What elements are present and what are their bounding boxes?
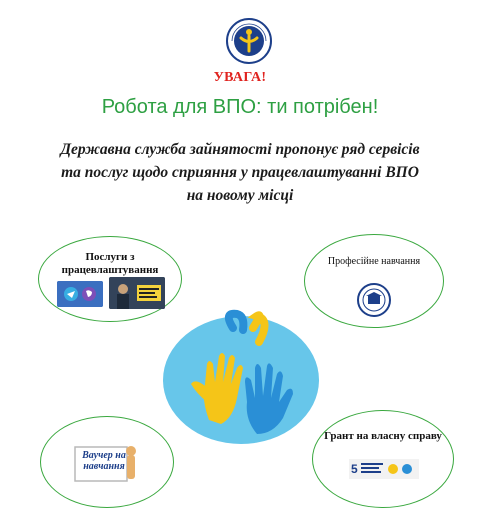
- professional-training-title: Професійне навчання: [327, 256, 421, 267]
- warning-text: УВАГА!: [213, 70, 267, 85]
- svg-text:5: 5: [351, 462, 358, 476]
- professional-training-card[interactable]: [304, 234, 444, 328]
- grant-programs-strip-icon: [349, 459, 419, 479]
- page-subtitle: Державна служба зайнятості пропонує ряд сервісів та послуг щодо сприяння у працевлаштуванні ВПО на новому місці: [60, 141, 420, 204]
- employment-services-title: Послуги з працевлаштування: [61, 251, 159, 276]
- business-grant-title: Грант на власну справу: [324, 430, 442, 442]
- page-title: Робота для ВПО: ти потрібен!: [101, 96, 379, 118]
- employment-service-logo-icon: [226, 18, 272, 64]
- job-vacancies-image: [109, 277, 165, 309]
- training-center-badge-icon: [357, 283, 391, 317]
- helping-hands-image: [161, 302, 321, 452]
- business-grant-card[interactable]: [312, 410, 454, 508]
- voucher-label: Ваучер на навчання: [82, 450, 126, 472]
- training-voucher-card[interactable]: [40, 416, 174, 508]
- messenger-apps-image: [57, 281, 103, 307]
